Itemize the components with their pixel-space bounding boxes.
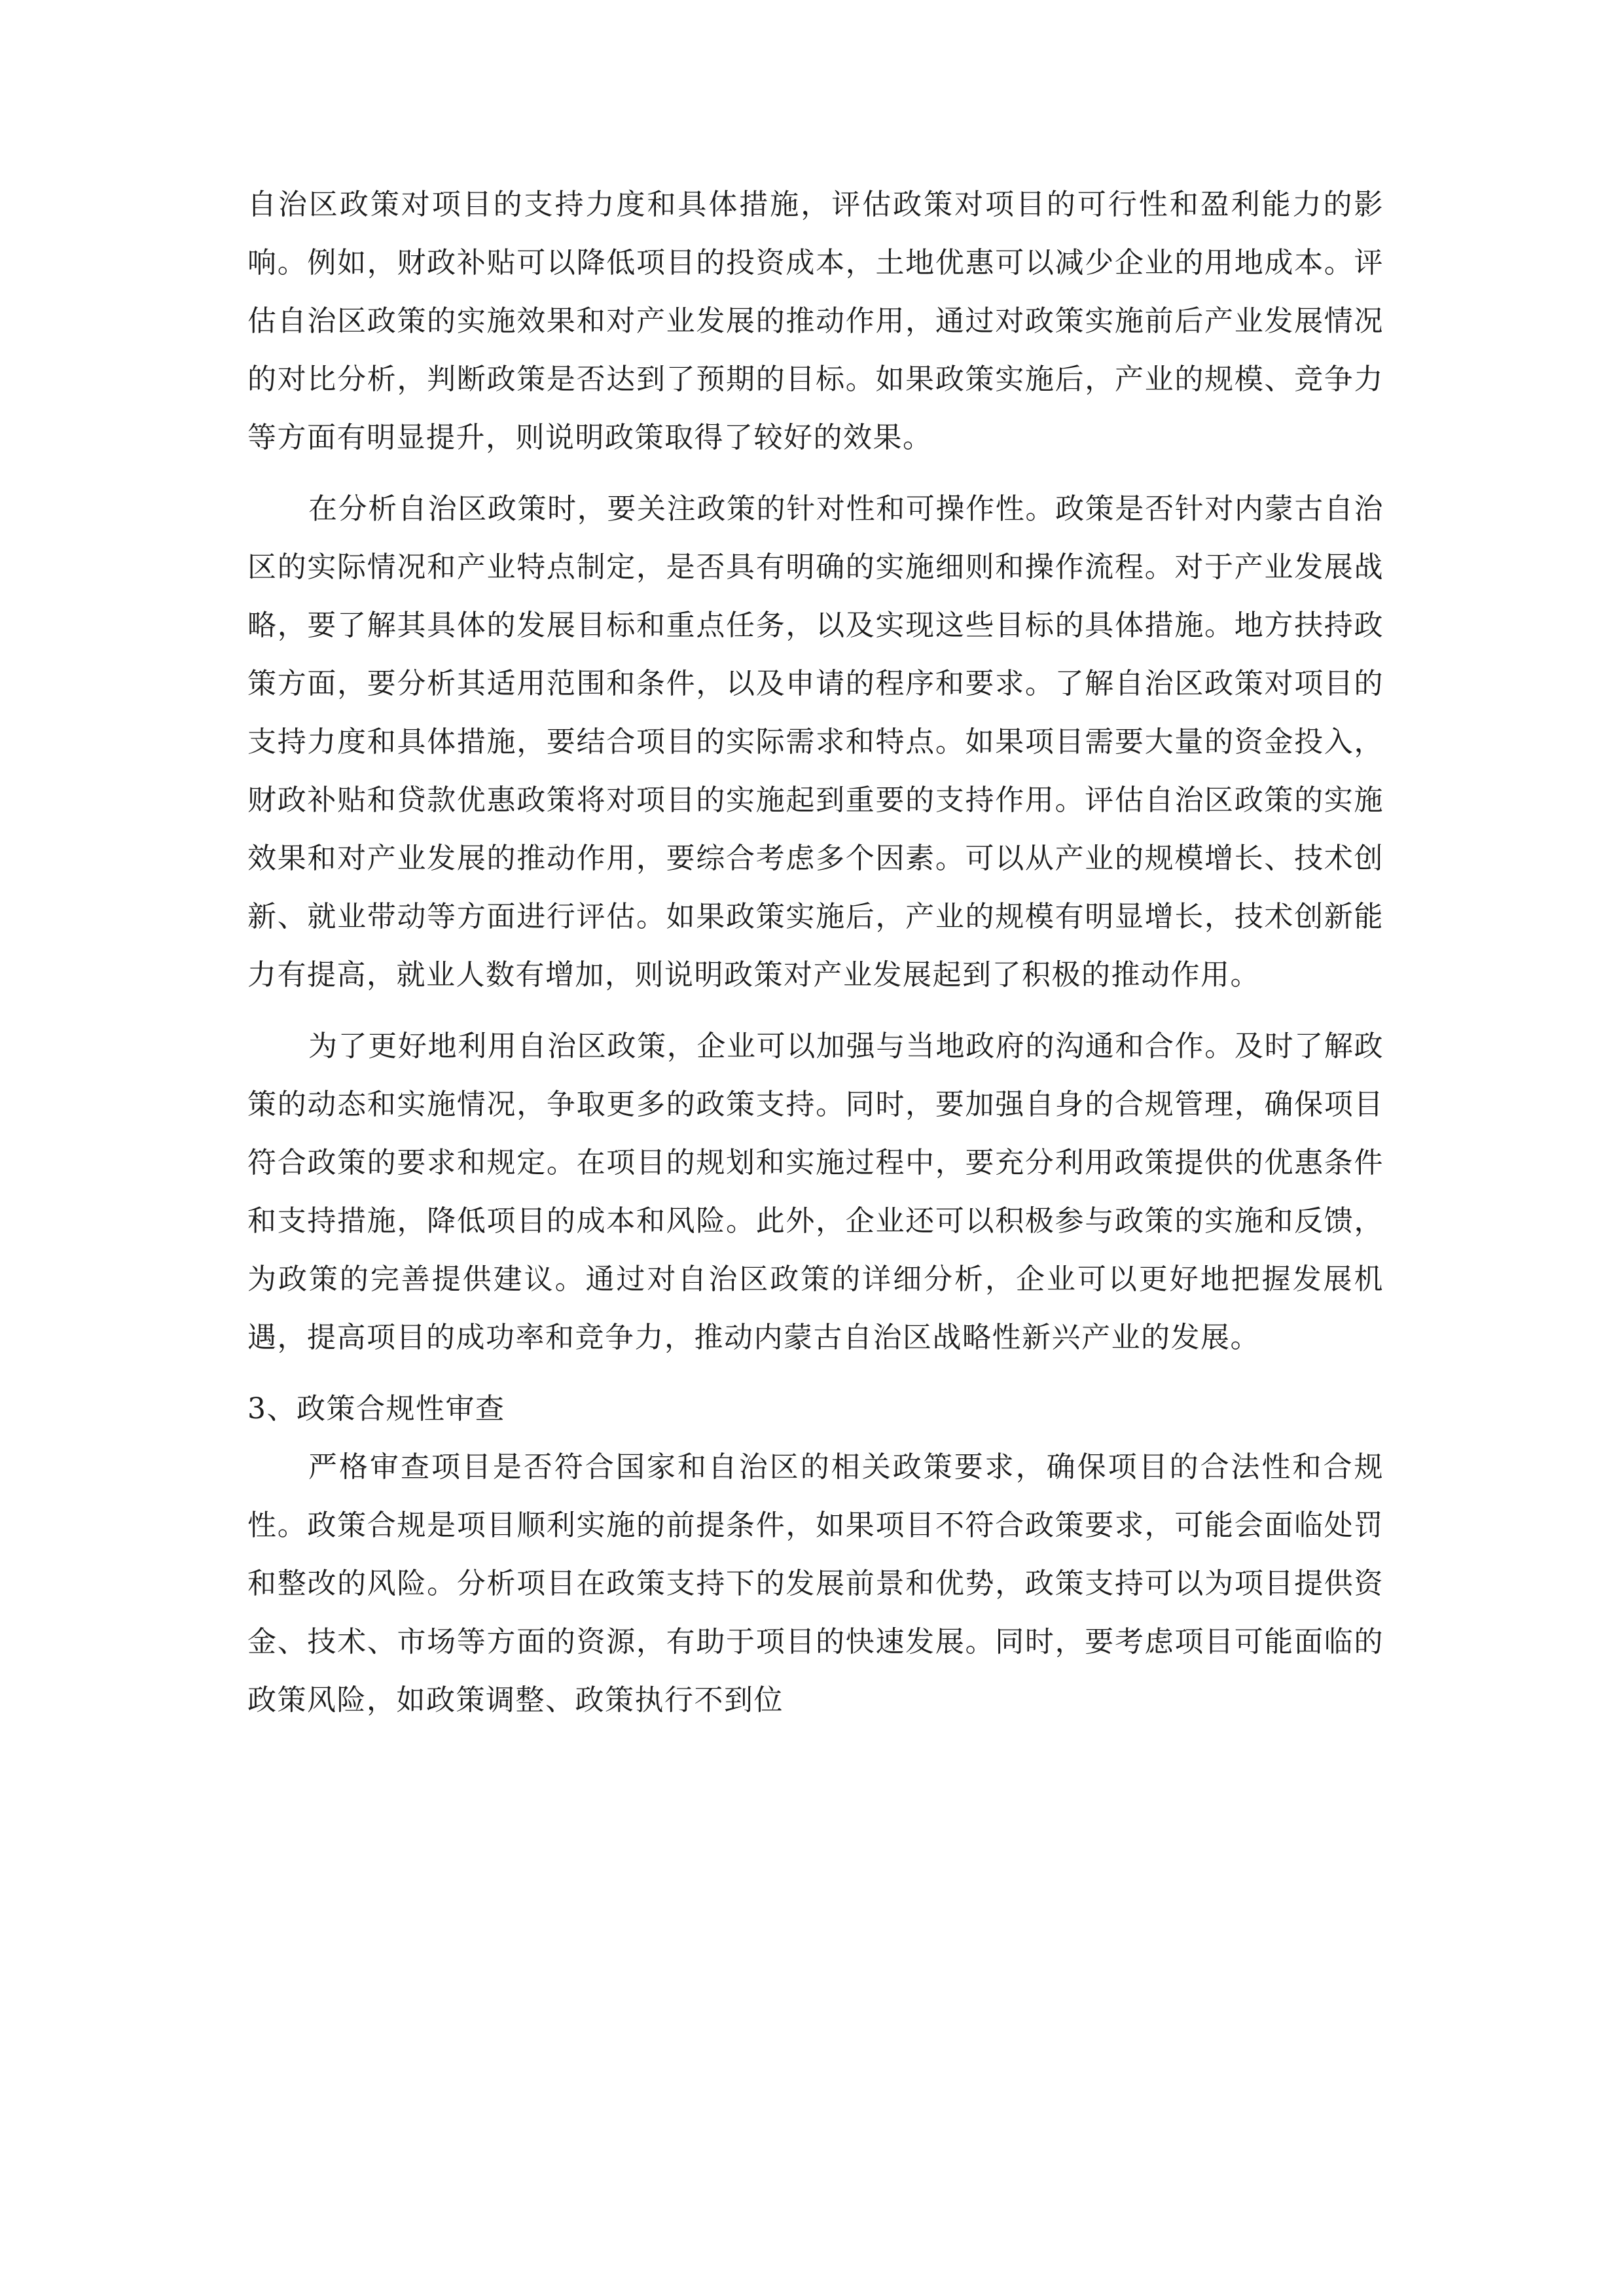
section-heading-compliance-review: 3、政策合规性审查 bbox=[247, 1392, 505, 1426]
paragraph-policy-analysis: 在分析自治区政策时，要关注政策的针对性和可操作性。政策是否针对内蒙古自治区的实际情况和产业特点制定，是否具有明确的实施细则和操作流程。对于产业发展战略，要了解其具体的发展目标和重点任务，以及实现这些目标的具体措施。地方扶持政策方面，要分析其适用范围和条件，以及申请的程序和要求。了解自治区政策对项目的支持力度和具体措施，要结合项目的实际需求和特点。如果项目需要大量的资金投入，财政补贴和贷款优惠政策将对项目的实施起到重要的支持作用。评估自治区政策的实施效果和对产业发展的推动作用，要综合考虑多个因素。可以从产业的规模增长、技术创新、就业带动等方面进行评估。如果政策实施后，产业的规模有明显增长，技术创新能力有提高，就业人数有增加，则说明政策对产业发展起到了积极的推动作用。 bbox=[247, 492, 1384, 992]
page-content bbox=[247, 175, 1384, 1729]
paragraph-policy-support-continued: 自治区政策对项目的支持力度和具体措施，评估政策对项目的可行性和盈利能力的影响。例如，财政补贴可以降低项目的投资成本，土地优惠可以减少企业的用地成本。评估自治区政策的实施效果和对产业发展的推动作用，通过对政策实施前后产业发展情况的对比分析，判断政策是否达到了预期的目标。如果政策实施后，产业的规模、竞争力等方面有明显提升，则说明政策取得了较好的效果。 bbox=[247, 188, 1384, 454]
paragraph-compliance-review: 严格审查项目是否符合国家和自治区的相关政策要求，确保项目的合法性和合规性。政策合规是项目顺利实施的前提条件，如果项目不符合政策要求，可能会面临处罚和整改的风险。分析项目在政策支持下的发展前景和优势，政策支持可以为项目提供资金、技术、市场等方面的资源，有助于项目的快速发展。同时，要考虑项目可能面临的政策风险，如政策调整、政策执行不到位 bbox=[247, 1450, 1384, 1717]
paragraph-policy-utilization: 为了更好地利用自治区政策，企业可以加强与当地政府的沟通和合作。及时了解政策的动态和实施情况，争取更多的政策支持。同时，要加强自身的合规管理，确保项目符合政策的要求和规定。在项目的规划和实施过程中，要充分利用政策提供的优惠条件和支持措施，降低项目的成本和风险。此外，企业还可以积极参与政策的实施和反馈，为政策的完善提供建议。通过对自治区政策的详细分析，企业可以更好地把握发展机遇，提高项目的成功率和竞争力，推动内蒙古自治区战略性新兴产业的发展。 bbox=[247, 1030, 1384, 1354]
